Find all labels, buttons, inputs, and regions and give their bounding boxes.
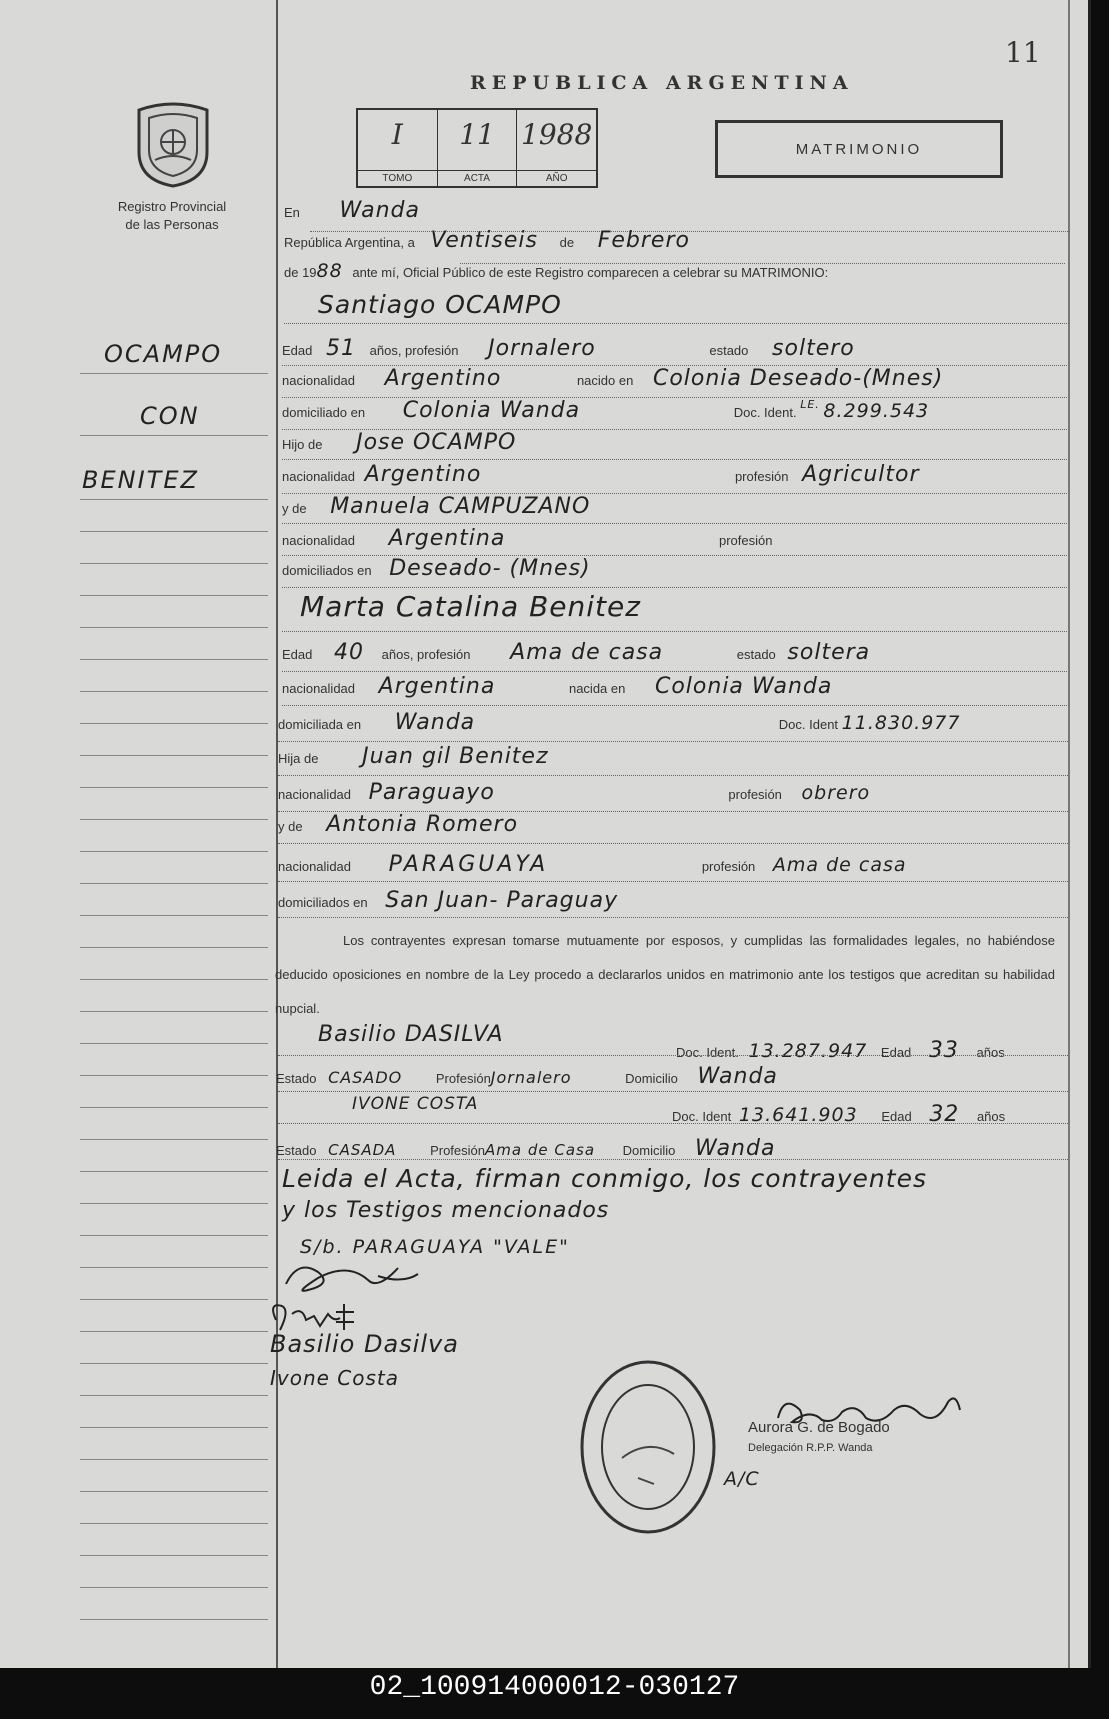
dotted-rule (278, 774, 1068, 776)
bride-nationality-row (282, 674, 832, 699)
witness-2-signature (270, 1366, 399, 1390)
legal-text: Los contrayentes expresan tomarse mutuamente por esposos, y cumplidas las formalidades legales, no habiéndose deducido oposiciones en nombre de la Ley procedo a declararlos unidos en matrimonio ante los testigos que acreditan su habilidad nupcial. (275, 933, 1055, 1016)
dotted-rule (282, 670, 1067, 672)
edad-label: Edad (881, 1109, 912, 1124)
margin-ruled-line (80, 914, 268, 916)
margin-ruled-line (80, 1362, 268, 1364)
date-row (284, 228, 690, 253)
closing-line-1 (282, 1164, 927, 1193)
margin-ruled-line (80, 1330, 268, 1332)
bride-mother-nationality-row (278, 852, 907, 877)
place-value: Wanda (339, 198, 420, 223)
margin-ruled-line (80, 1106, 268, 1108)
registry-stamp-icon (578, 1358, 718, 1536)
groom-nacionalidad: Argentino (384, 366, 502, 391)
estado-label: estado (709, 343, 749, 358)
domiciliados-label: domiciliados en (278, 895, 368, 910)
anos-label: años (976, 1045, 1005, 1060)
nacido-label: nacido en (576, 373, 634, 388)
bride-madre: Antonia Romero (326, 812, 519, 837)
bride-profesion: Ama de casa (510, 640, 664, 665)
margin-rule-3 (80, 498, 268, 500)
bride-padres-dom: San Juan- Paraguay (385, 888, 619, 913)
witness-2-signature-text: Ivone Costa (270, 1366, 400, 1390)
year-prefix: de 19 (284, 265, 317, 280)
profesion-label: profesión (701, 859, 756, 874)
nacida-label: nacida en (568, 681, 626, 696)
witness-1-signature-text: Basilio Dasilva (270, 1330, 459, 1358)
margin-ruled-line (80, 1458, 268, 1460)
anos-label: años (976, 1109, 1006, 1124)
witness-1-doc-row (676, 1038, 1005, 1063)
official-ac-text: A/C (724, 1468, 760, 1490)
witness-2-name-row (352, 1094, 478, 1114)
dotted-rule (278, 1122, 1068, 1124)
footer-code: 02_100914000012-030127 (369, 1672, 740, 1703)
margin-ruled-line (80, 1042, 268, 1044)
dotted-rule (278, 1158, 1068, 1160)
bride-nacionalidad: Argentina (378, 674, 496, 699)
official-name: Aurora G. de Bogado (748, 1419, 890, 1436)
margin-ruled-line (80, 690, 268, 692)
bride-padre: Juan gil Benitez (362, 744, 549, 769)
margin-ruled-line (80, 1522, 268, 1524)
country-heading: REPUBLICA ARGENTINA (470, 72, 854, 94)
groom-name-value: Santiago OCAMPO (318, 290, 562, 319)
bride-parents-domicile-row (278, 888, 618, 913)
record-reference-box (356, 108, 598, 188)
domiciliados-label: domiciliados en (282, 563, 372, 578)
anio-label: AÑO (517, 170, 596, 184)
groom-padre-prof: Agricultor (802, 462, 920, 487)
margin-ruled-line (80, 818, 268, 820)
witness-1-domicilio: Wanda (697, 1064, 778, 1089)
correction-note-text: S/b. PARAGUAYA "VALE" (300, 1236, 570, 1258)
year-suffix: 88 (316, 260, 343, 282)
margin-ruled-line (80, 1202, 268, 1204)
estado-label: estado (736, 647, 776, 662)
groom-profesion: Jornalero (488, 336, 596, 361)
official-block (748, 1418, 890, 1458)
month-value: Febrero (597, 228, 690, 253)
closing-line-1-text: Leida el Acta, firman conmigo, los contrayentes (282, 1164, 927, 1193)
groom-father-nationality-row (282, 462, 920, 487)
bride-domicilio: Wanda (394, 710, 476, 735)
margin-ruled-line (80, 1298, 268, 1300)
registry-line-1: Registro Provincial (117, 199, 227, 214)
groom-doc-prefix: LE. (800, 398, 820, 411)
bride-madre-prof: Ama de casa (772, 854, 907, 876)
nacionalidad-label: nacionalidad (278, 859, 352, 874)
margin-ruled-line (80, 786, 268, 788)
bride-padre-prof: obrero (801, 782, 871, 804)
doc-label: Doc. Ident (672, 1109, 732, 1124)
margin-ruled-line (80, 946, 268, 948)
day-value: Ventiseis (430, 228, 538, 253)
margin-ruled-line (80, 1586, 268, 1588)
bride-name (300, 590, 641, 623)
profesion-label: profesión (718, 533, 773, 548)
anio-cell (517, 110, 596, 186)
profesion-label: años, profesión (381, 647, 471, 662)
dotted-rule (282, 458, 1067, 460)
doc-label: Doc. Ident. (733, 405, 797, 420)
bride-name-value: Marta Catalina Benitez (300, 590, 641, 623)
groom-domicilio: Colonia Wanda (402, 398, 581, 423)
margin-ruled-line (80, 754, 268, 756)
groom-nacido-en: Colonia Deseado-(Mnes) (652, 366, 944, 391)
groom-doc: 8.299.543 (823, 400, 930, 422)
bride-madre-nac: PARAGUAYA (388, 852, 549, 877)
groom-father-row (282, 430, 516, 455)
place-label: En (284, 205, 300, 220)
closing-line-2 (282, 1198, 609, 1223)
margin-name-1: OCAMPO (104, 340, 223, 368)
dotted-rule (282, 630, 1067, 632)
tomo-cell (358, 110, 438, 186)
margin-ruled-line (80, 1170, 268, 1172)
acta-value: 11 (459, 118, 495, 151)
margin-ruled-line (80, 1490, 268, 1492)
margin-ruled-line (80, 562, 268, 564)
date-intro: República Argentina, a (284, 235, 415, 250)
margin-ruled-line (80, 1426, 268, 1428)
y-de-label: y de (278, 819, 303, 834)
tomo-label: TOMO (358, 170, 437, 184)
witness-2-doc: 13.641.903 (738, 1104, 858, 1126)
dotted-rule (282, 522, 1067, 524)
witness-1-name-row (318, 1022, 504, 1047)
bride-domicile-row (278, 710, 960, 735)
profesion-label: Profesión (430, 1143, 485, 1158)
margin-name-3: BENITEZ (82, 466, 199, 494)
groom-parents-domicile-row (282, 556, 591, 581)
witness-2-profesion: Ama de Casa (485, 1141, 596, 1159)
witness-1-doc: 13.287.947 (748, 1040, 868, 1062)
nacionalidad-label: nacionalidad (282, 533, 356, 548)
y-de-label: y de (282, 501, 307, 516)
place-row (284, 198, 420, 223)
groom-name (318, 290, 562, 319)
bride-mother-row (278, 812, 518, 837)
bride-padre-nac: Paraguayo (368, 780, 495, 805)
domicilio-label: Domicilio (625, 1071, 678, 1086)
appear-text: ante mí, Oficial Público de este Registro comparecen a celebrar su MATRIMONIO: (352, 265, 829, 280)
dotted-rule (278, 740, 1068, 742)
profesion-label: Profesión (435, 1071, 491, 1086)
estado-label: Estado (276, 1071, 317, 1086)
official-ac (724, 1468, 760, 1490)
official-title: Delegación R.P.P. Wanda (748, 1442, 873, 1454)
witness-2-domicilio: Wanda (695, 1136, 776, 1161)
nacionalidad-label: nacionalidad (282, 681, 356, 696)
domiciliada-label: domiciliada en (278, 717, 362, 732)
groom-madre-nac: Argentina (388, 526, 506, 551)
doc-label: Doc. Ident. (676, 1045, 739, 1060)
dotted-rule (278, 880, 1068, 882)
margin-rule-2 (80, 434, 268, 436)
margin-rule-1 (80, 372, 268, 374)
groom-estado: soltero (772, 336, 855, 361)
registry-name (92, 198, 252, 234)
provincial-crest-icon (133, 100, 213, 188)
dotted-rule (282, 704, 1067, 706)
witness-1-name: Basilio DASILVA (318, 1022, 504, 1047)
witness-2-edad: 32 (929, 1102, 960, 1127)
groom-madre: Manuela CAMPUZANO (330, 494, 591, 519)
bride-estado: soltera (787, 640, 871, 665)
groom-padres-dom: Deseado- (Mnes) (389, 556, 591, 581)
domiciliado-label: domiciliado en (282, 405, 366, 420)
bride-edad: 40 (334, 640, 364, 665)
hija-label: Hija de (278, 751, 319, 766)
estado-label: Estado (276, 1143, 317, 1158)
margin-ruled-line (80, 594, 268, 596)
witness-1-profesion: Jornalero (490, 1068, 572, 1087)
dotted-rule (278, 1090, 1068, 1092)
margin-ruled-line (80, 882, 268, 884)
bride-age-row (282, 640, 870, 665)
groom-padre-nac: Argentino (364, 462, 482, 487)
groom-mother-nationality-row (282, 526, 782, 551)
groom-edad: 51 (326, 336, 356, 361)
witness-1-edad: 33 (928, 1038, 959, 1063)
margin-ruled-line (80, 1266, 268, 1268)
witness-1-signature (270, 1330, 459, 1358)
margin-ruled-line (80, 978, 268, 980)
margin-ruled-line (80, 530, 268, 532)
right-edge-rule (1068, 0, 1070, 1668)
bride-father-row (278, 744, 549, 769)
witness-1-estado: CASADO (328, 1068, 403, 1087)
edad-label: Edad (880, 1045, 912, 1060)
year-row (284, 260, 828, 282)
margin-ruled-line (80, 1010, 268, 1012)
margin-ruled-line (80, 1234, 268, 1236)
bride-doc: 11.830.977 (841, 712, 961, 734)
margin-ruled-line (80, 1138, 268, 1140)
edad-label: Edad (282, 647, 313, 662)
tomo-value: I (391, 118, 403, 151)
dotted-rule (284, 322, 1069, 324)
doc-label: Doc. Ident (778, 717, 839, 732)
anio-value: 1988 (521, 118, 593, 151)
margin-ruled-line (80, 1554, 268, 1556)
witness-1-detail-row (276, 1064, 778, 1089)
acta-cell (438, 110, 518, 186)
margin-ruled-line (80, 850, 268, 852)
groom-nationality-row (282, 366, 943, 391)
dotted-rule (278, 1054, 1068, 1056)
margin-name-2: CON (140, 402, 200, 430)
witness-2-name: IVONE COSTA (352, 1094, 479, 1114)
bride-nacida-en: Colonia Wanda (654, 674, 833, 699)
record-type-box: MATRIMONIO (715, 120, 1003, 178)
profesion-label: profesión (734, 469, 789, 484)
hijo-label: Hijo de (282, 437, 323, 452)
nacionalidad-label: nacionalidad (282, 469, 356, 484)
folio-number: 11 (1005, 36, 1041, 69)
margin-ruled-line (80, 658, 268, 660)
profesion-label: profesión (728, 787, 782, 802)
margin-ruled-line (80, 626, 268, 628)
closing-line-2-text: y los Testigos mencionados (282, 1198, 610, 1223)
margin-ruled-line (80, 722, 268, 724)
nacionalidad-label: nacionalidad (282, 373, 356, 388)
groom-padre: Jose OCAMPO (356, 430, 517, 455)
bride-father-nationality-row (278, 780, 870, 805)
margin-ruled-line (80, 1394, 268, 1396)
groom-domicile-row (282, 398, 929, 423)
dotted-rule (278, 916, 1068, 918)
de-label: de (559, 235, 575, 250)
groom-age-row (282, 336, 855, 361)
dotted-rule (278, 842, 1068, 844)
dotted-rule (282, 586, 1067, 588)
groom-mother-row (282, 494, 590, 519)
witness-2-estado: CASADA (328, 1141, 397, 1159)
profesion-label: años, profesión (369, 343, 459, 358)
margin-ruled-line (80, 1618, 268, 1620)
domicilio-label: Domicilio (622, 1143, 676, 1158)
edad-label: Edad (282, 343, 313, 358)
registry-line-2: de las Personas (125, 217, 219, 232)
margin-ruled-line (80, 1074, 268, 1076)
acta-label: ACTA (438, 170, 517, 184)
nacionalidad-label: nacionalidad (278, 787, 352, 802)
